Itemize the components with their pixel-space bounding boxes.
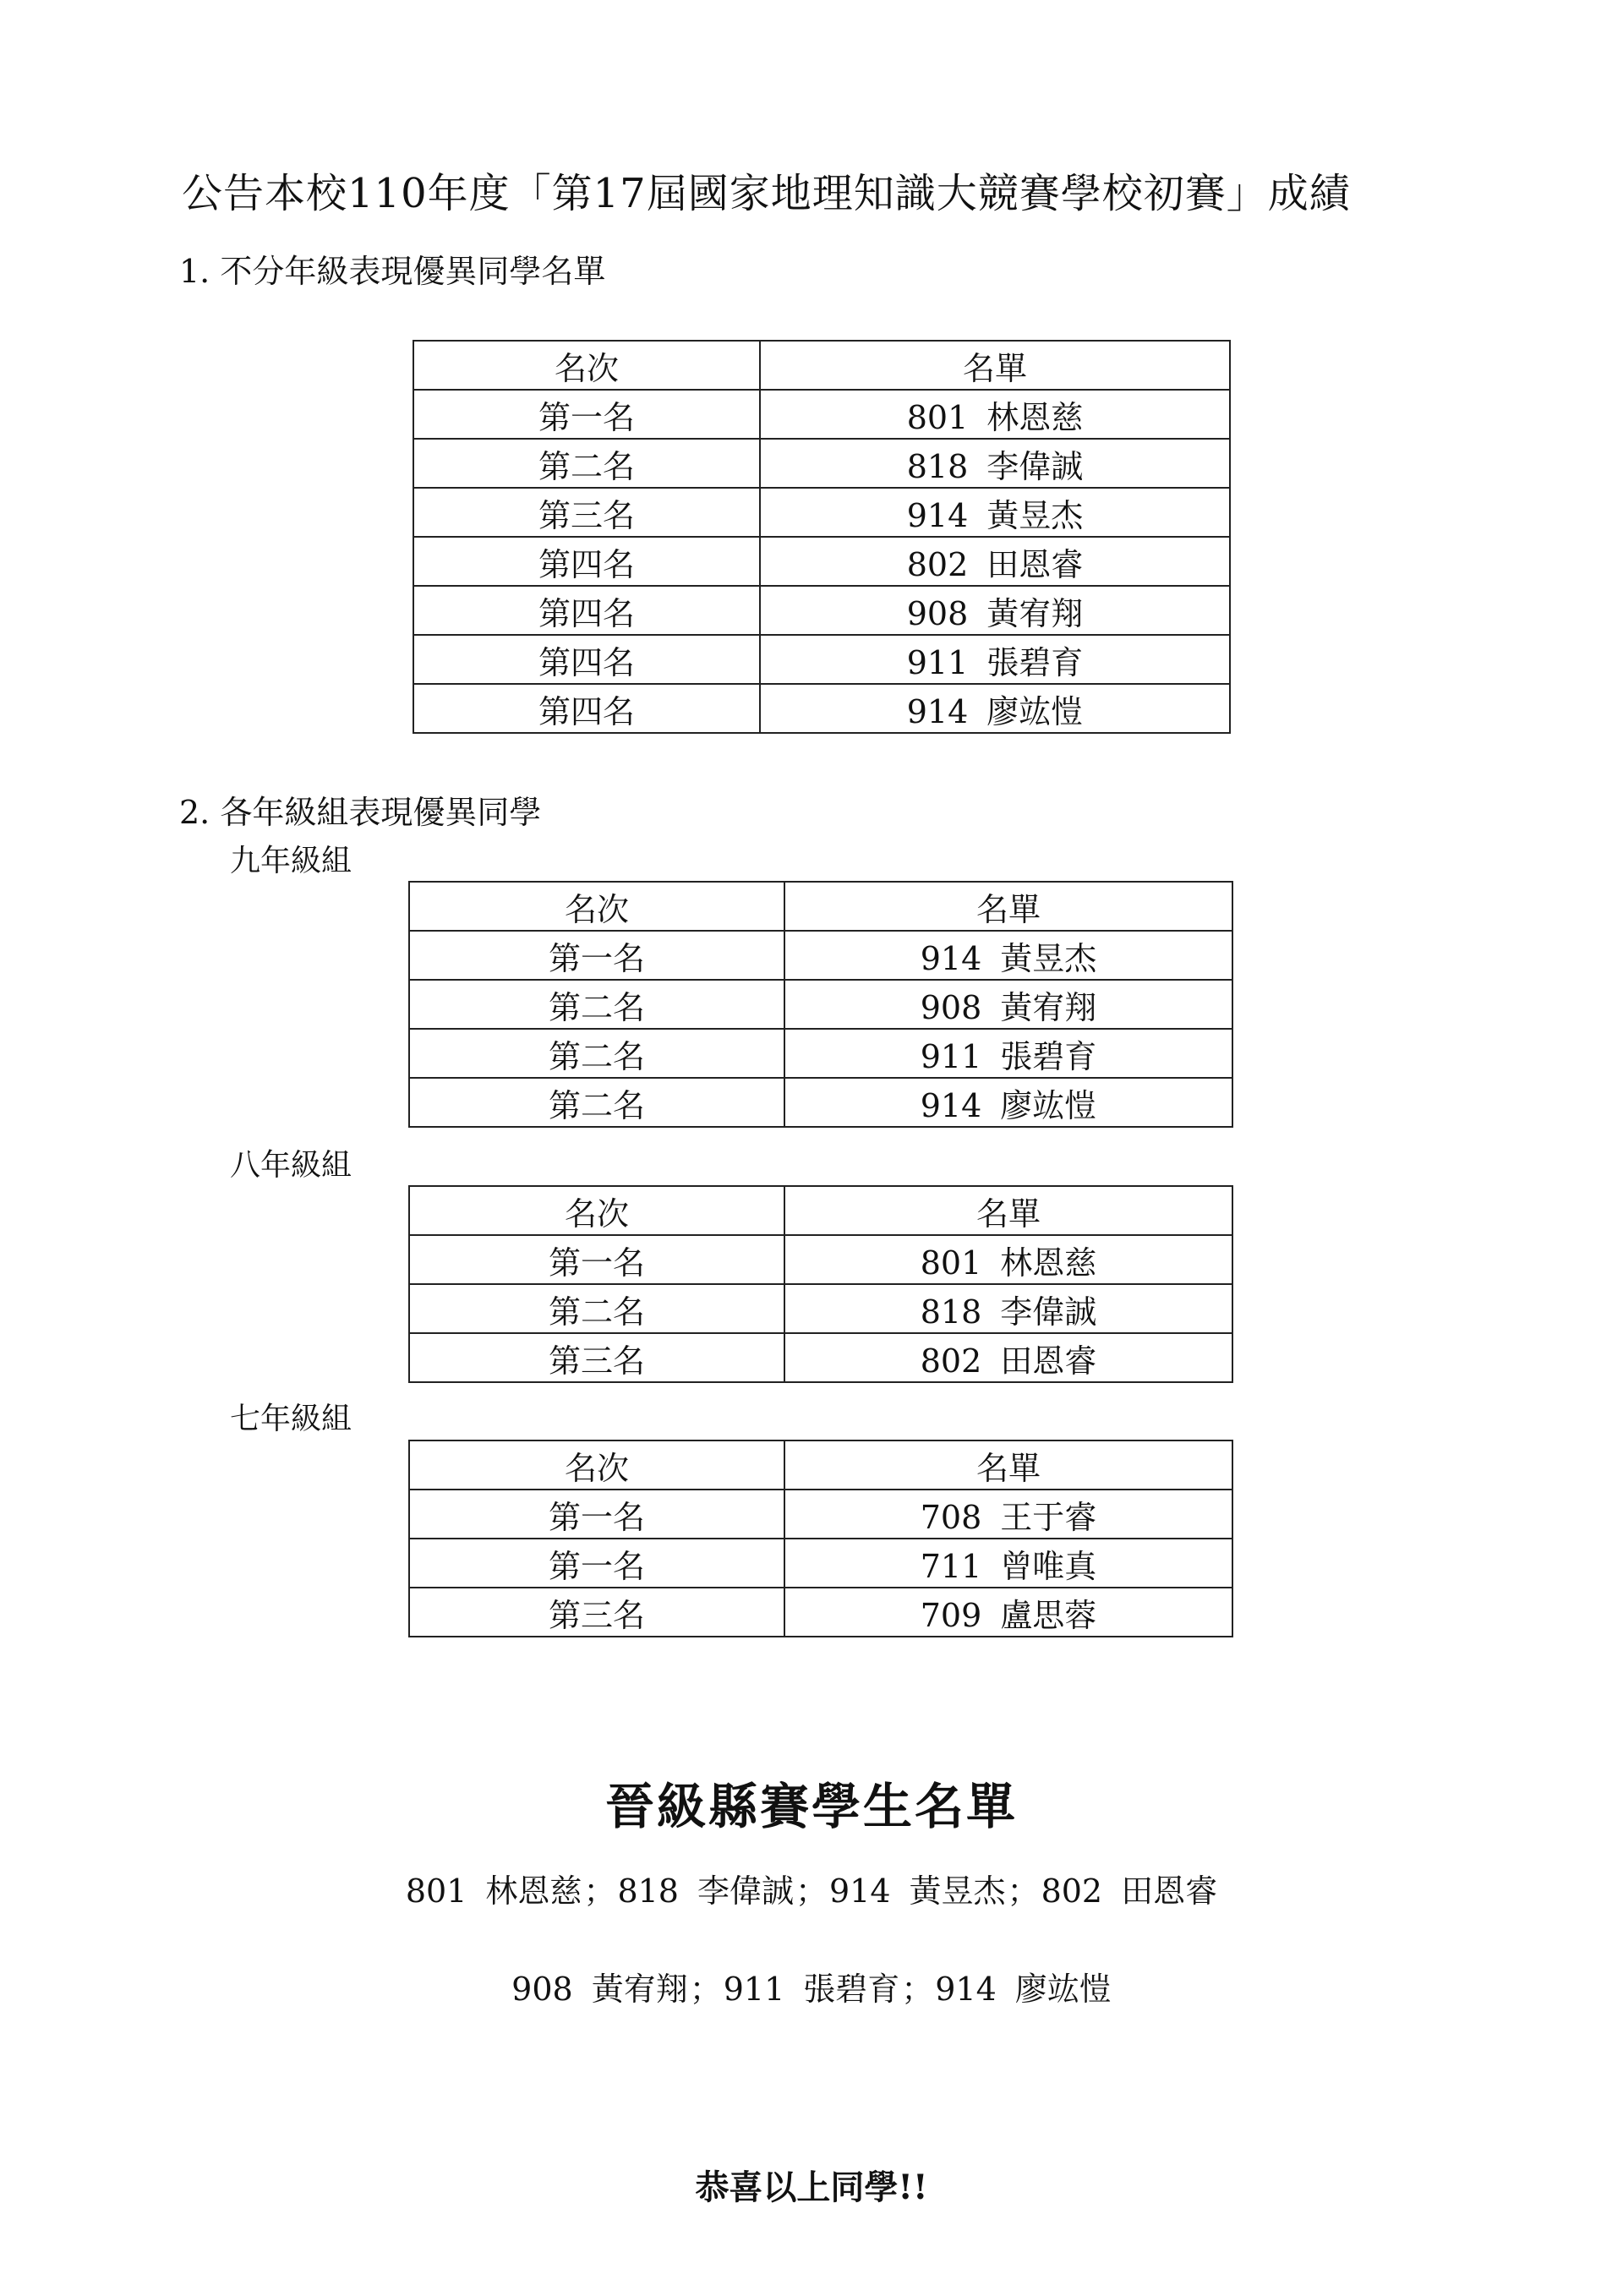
grade9-ranking-table: [408, 881, 1233, 1128]
class-number: 908: [511, 1971, 573, 2008]
class-number: 914: [829, 1872, 891, 1910]
promoted-student: [511, 1971, 688, 2008]
promoted-student: [935, 1971, 1112, 2008]
student-cell: [784, 1588, 1232, 1637]
table-row: [409, 1490, 1232, 1539]
promoted-student: [829, 1872, 1006, 1910]
table-row: [413, 390, 1230, 439]
student-cell: [760, 635, 1230, 684]
list-separator: ；: [583, 1872, 616, 1910]
class-number: 711: [920, 1547, 982, 1585]
student-cell: [784, 1490, 1232, 1539]
overall-ranking-body: [413, 390, 1230, 733]
student-name: 田恩睿: [1121, 1872, 1218, 1910]
promotion-title: 晉級縣賽學生名單: [604, 1778, 1018, 1835]
class-number: 802: [906, 545, 969, 583]
student-cell: [760, 488, 1230, 537]
rank-cell: 第三名: [409, 1588, 784, 1637]
class-number: 914: [935, 1971, 997, 2008]
rank-cell: 第四名: [413, 586, 760, 635]
overall-ranking-table: [413, 340, 1231, 734]
student-name: 林恩慈: [1000, 1244, 1097, 1282]
promoted-student: [617, 1872, 794, 1910]
section1-heading: 1. 不分年級表現優異同學名單: [179, 253, 606, 290]
table-row: [413, 635, 1230, 684]
student-cell: [784, 1333, 1232, 1382]
class-number: 818: [617, 1872, 679, 1910]
class-number: 911: [906, 643, 969, 681]
rank-column-header: 名次: [409, 1186, 784, 1235]
table-header-row: [409, 1186, 1232, 1235]
grade9-group-label: 九年級組: [230, 844, 352, 878]
student-name: 黃宥翔: [1000, 988, 1097, 1026]
table-row: [413, 537, 1230, 586]
congratulations-message: 恭喜以上同學!!: [695, 2168, 928, 2207]
student-cell: [760, 390, 1230, 439]
section2-heading: 2. 各年級組表現優異同學: [179, 794, 542, 831]
student-cell: [784, 1284, 1232, 1333]
class-number: 802: [920, 1342, 982, 1380]
table-row: [409, 980, 1232, 1029]
rank-cell: 第二名: [413, 439, 760, 488]
student-cell: [784, 1235, 1232, 1284]
table-row: [409, 1539, 1232, 1588]
student-cell: [760, 439, 1230, 488]
class-number: 911: [920, 1037, 982, 1075]
rank-cell: 第四名: [413, 684, 760, 733]
class-number: 709: [920, 1596, 982, 1634]
grade8-ranking-body: [409, 1235, 1232, 1382]
rank-cell: 第四名: [413, 537, 760, 586]
student-name: 黃宥翔: [986, 594, 1084, 632]
grade9-ranking-body: [409, 931, 1232, 1127]
student-name: 張碧育: [1000, 1037, 1097, 1075]
list-separator: ；: [1007, 1872, 1040, 1910]
table-row: [409, 1235, 1232, 1284]
name-column-header: 名單: [760, 341, 1230, 390]
table-row: [409, 1284, 1232, 1333]
grade8-group-label: 八年級組: [230, 1148, 352, 1183]
table-row: [409, 931, 1232, 980]
class-number: 801: [920, 1244, 982, 1282]
table-row: [409, 1078, 1232, 1127]
class-number: 914: [906, 692, 969, 730]
rank-cell: 第二名: [409, 1078, 784, 1127]
table-row: [413, 586, 1230, 635]
student-name: 廖竑愷: [986, 692, 1084, 730]
rank-cell: 第一名: [409, 1235, 784, 1284]
class-number: 708: [920, 1498, 982, 1536]
page-title: 公告本校110年度「第17屆國家地理知識大競賽學校初賽」成績: [182, 170, 1351, 217]
class-number: 801: [906, 398, 969, 436]
student-name: 李偉誠: [697, 1872, 794, 1910]
list-separator: ；: [689, 1971, 722, 2008]
class-number: 914: [906, 496, 969, 534]
class-number: 911: [723, 1971, 785, 2008]
class-number: 908: [920, 988, 982, 1026]
rank-cell: 第二名: [409, 980, 784, 1029]
student-cell: [760, 586, 1230, 635]
student-name: 林恩慈: [485, 1872, 582, 1910]
class-number: 818: [920, 1293, 982, 1331]
class-number: 802: [1041, 1872, 1103, 1910]
student-cell: [784, 931, 1232, 980]
rank-cell: 第三名: [413, 488, 760, 537]
student-name: 黃昱杰: [986, 496, 1084, 534]
table-header-row: [409, 882, 1232, 931]
promoted-student: [1041, 1872, 1218, 1910]
student-name: 林恩慈: [986, 398, 1084, 436]
class-number: 801: [405, 1872, 467, 1910]
student-name: 李偉誠: [1000, 1293, 1097, 1331]
student-cell: [760, 684, 1230, 733]
student-name: 田恩睿: [1000, 1342, 1097, 1380]
student-cell: [784, 1078, 1232, 1127]
student-name: 黃昱杰: [909, 1872, 1006, 1910]
table-row: [409, 1588, 1232, 1637]
rank-cell: 第二名: [409, 1029, 784, 1078]
rank-cell: 第一名: [409, 1539, 784, 1588]
student-name: 張碧育: [803, 1971, 900, 2008]
student-name: 廖竑愷: [1000, 1086, 1097, 1124]
rank-column-header: 名次: [409, 1440, 784, 1490]
class-number: 818: [906, 447, 969, 485]
name-column-header: 名單: [784, 882, 1232, 931]
rank-cell: 第二名: [409, 1284, 784, 1333]
table-row: [413, 488, 1230, 537]
table-row: [413, 684, 1230, 733]
student-name: 王于睿: [1000, 1498, 1097, 1536]
grade8-ranking-table: [408, 1185, 1233, 1383]
student-name: 廖竑愷: [1014, 1971, 1112, 2008]
student-name: 黃昱杰: [1000, 939, 1097, 977]
rank-cell: 第三名: [409, 1333, 784, 1382]
promotion-line-1: [0, 1865, 1623, 1911]
list-separator: ；: [901, 1971, 934, 2008]
class-number: 914: [920, 939, 982, 977]
name-column-header: 名單: [784, 1440, 1232, 1490]
table-header-row: [409, 1440, 1232, 1490]
grade7-ranking-body: [409, 1490, 1232, 1637]
student-name: 曾唯真: [1000, 1547, 1097, 1585]
student-name: 田恩睿: [986, 545, 1084, 583]
rank-cell: 第一名: [409, 931, 784, 980]
table-header-row: [413, 341, 1230, 390]
promotion-line-2: [0, 1963, 1623, 2009]
student-name: 盧思蓉: [1000, 1596, 1097, 1634]
table-row: [409, 1029, 1232, 1078]
rank-cell: 第一名: [413, 390, 760, 439]
grade7-group-label: 七年級組: [230, 1402, 352, 1436]
name-column-header: 名單: [784, 1186, 1232, 1235]
table-row: [413, 439, 1230, 488]
student-cell: [760, 537, 1230, 586]
student-cell: [784, 1539, 1232, 1588]
list-separator: ；: [795, 1872, 828, 1910]
rank-column-header: 名次: [413, 341, 760, 390]
promoted-student: [724, 1971, 900, 2008]
student-cell: [784, 1029, 1232, 1078]
rank-column-header: 名次: [409, 882, 784, 931]
student-name: 張碧育: [986, 643, 1084, 681]
grade7-ranking-table: [408, 1440, 1233, 1637]
student-name: 李偉誠: [986, 447, 1084, 485]
student-cell: [784, 980, 1232, 1029]
student-name: 黃宥翔: [591, 1971, 688, 2008]
class-number: 914: [920, 1086, 982, 1124]
class-number: 908: [906, 594, 969, 632]
table-row: [409, 1333, 1232, 1382]
promoted-student: [406, 1872, 582, 1910]
rank-cell: 第一名: [409, 1490, 784, 1539]
rank-cell: 第四名: [413, 635, 760, 684]
